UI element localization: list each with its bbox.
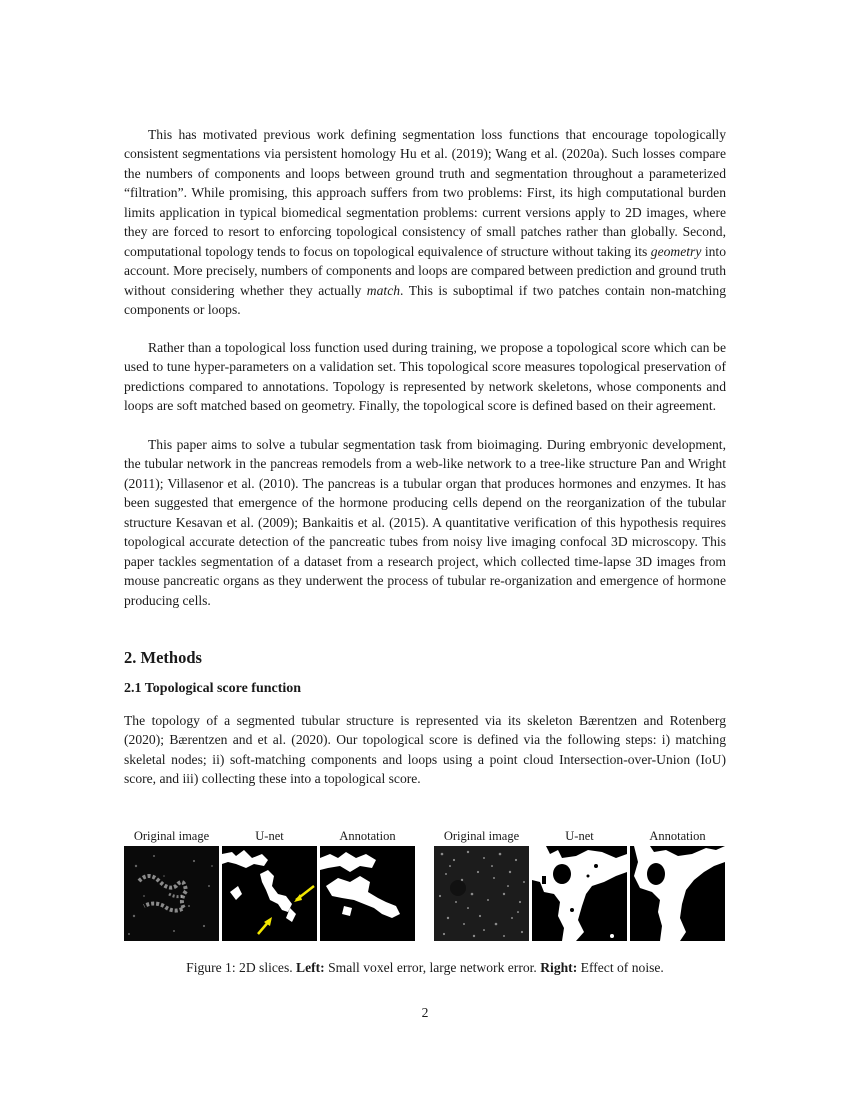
section-heading: 2. Methods — [124, 648, 202, 667]
page-number: 2 — [421, 1005, 429, 1020]
paragraph-1 — [124, 125, 726, 320]
caption-right-text: Effect of noise. — [577, 960, 664, 975]
unet-image-right — [532, 846, 627, 941]
original-image-right — [434, 846, 529, 941]
paragraph-1-emphasis-match: match — [366, 282, 401, 298]
paragraph-2-text: Rather than a topological loss function used during training, we propose a topological score which can be used to tune hyper-parameters on a validation set. This topological score measures topological preservation of predictions compared to annotations. Topology is represented by network skeletons, whose components and loops are soft matched based on geometry. Finally, the topological score is defined based on their agreement. — [124, 340, 726, 414]
paragraph-1-text-b: into account. More precisely, numbers of components and loops are compared between prediction and ground truth without considering whether they actually — [124, 243, 726, 298]
annotation-image-left — [320, 846, 415, 941]
panel-left-unet — [222, 828, 317, 941]
subsection-heading: 2.1 Topological score function — [124, 681, 302, 696]
paragraph-3-text: This paper aims to solve a tubular segmentation task from bioimaging. During embryonic development, the tubular network in the pancreas remodels from a web-like network to a tree-like structure Pan and Wright (2011); Villasenor et al. (2010). The pancreas is a tubular organ that produces hormones and enzymes. It has been suggested that emergence of the hormone producing cells depend on the reorganization of the tubular structure Kesavan et al. (2009); Bankaitis et al. (2015). A quantitative verification of this hypothesis requires topological accurate detection of the pancreatic tubes from noisy live imaging confocal 3D microscopy. This paper tackles segmentation of a dataset from a research project, which collected time-lapse 3D images from mouse pancreatic organs as they underwent the process of tubular re-organization and emergence of hormone producing cells. — [124, 437, 726, 608]
paragraph-1-emphasis-geometry: geometry — [650, 243, 702, 259]
panel-label: Original image — [133, 829, 210, 843]
panel-label: Annotation — [339, 829, 396, 843]
panel-right-annotation — [630, 828, 725, 941]
paragraph-1-text-a: This has motivated previous work defining segmentation loss functions that encourage topologically consistent segmentations via persistent homology Hu et al. (2019); Wang et al. (2020a). Such losses compare the numbers of components and loops between ground truth and segmentation throughout a parameterized “filtration”. While promising, this approach suffers from two problems: First, its high computational burden limits application in typical biomedical segmentation problems: current versions apply to 2D images, where they are forced to resort to enforcing topological consistency of small patches rather than globally. Second, computational topology tends to focus on topological equivalence of structure without taking its — [124, 127, 726, 259]
panel-label: U-net — [565, 829, 594, 843]
paragraph-1-text-c: . This is suboptimal if two patches contain non-matching components or loops. — [124, 282, 726, 318]
caption-left-text: Small voxel error, large network error. — [324, 960, 541, 975]
caption-prefix: Figure 1: 2D slices. — [186, 960, 297, 975]
panel-label: Annotation — [649, 829, 706, 843]
figure-caption — [124, 960, 726, 976]
panel-left-original — [124, 828, 219, 941]
panel-left-annotation — [320, 828, 415, 941]
panel-right-original — [434, 828, 529, 941]
caption-right-label: Right: — [540, 960, 578, 975]
panel-label: U-net — [255, 829, 284, 843]
paragraph-2 — [124, 338, 726, 416]
panel-label: Original image — [443, 829, 520, 843]
figure-1 — [124, 828, 726, 943]
unet-image-left — [222, 846, 317, 941]
paragraph-3 — [124, 435, 726, 610]
caption-left-label: Left: — [296, 960, 325, 975]
panel-right-unet — [532, 828, 627, 941]
annotation-image-right — [630, 846, 725, 941]
paragraph-4 — [124, 711, 726, 789]
paragraph-4-text: The topology of a segmented tubular structure is represented via its skeleton Bærentzen and Rotenberg (2020); Bærentzen and et al. (2020). Our topological score is defined via the following steps: i) matching skeletal nodes; ii) soft-matching components and loops using a point cloud Intersection-over-Union (IoU) score, and iii) collecting these into a topological score. — [124, 713, 726, 787]
original-image-left — [124, 846, 219, 941]
